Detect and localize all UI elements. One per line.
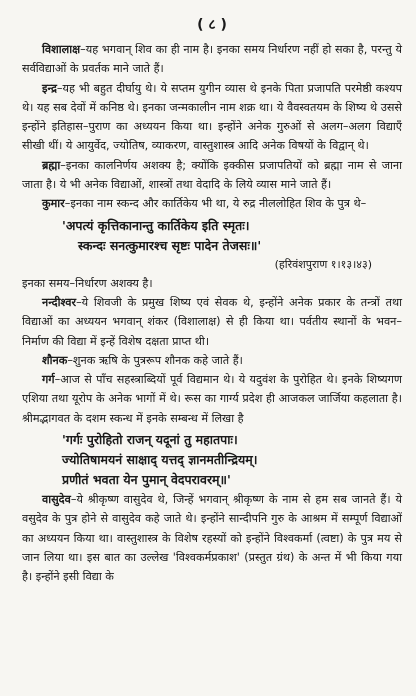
term-vishalaksha: विशालाक्ष xyxy=(42,43,81,56)
paragraph-vasudev xyxy=(22,490,402,586)
term-brahma: ब्रह्मा xyxy=(42,158,61,172)
paragraph-shaunak xyxy=(22,351,402,370)
verse-citation: (हरिवंशपुराण १।१३।४३) xyxy=(274,257,372,271)
verse-bhagavat-line-1: 'गर्गः पुरोहितो राजन् यदूनां तु महातपाः। xyxy=(62,432,238,448)
paragraph-kumar-time xyxy=(22,274,402,293)
verse-bhagavat-line-2: ज्योतिषामयनं साक्षाद् यत्तद् ज्ञानमतीन्द्रियम्। xyxy=(62,452,258,468)
term-nandishvar: नन्दीश्वर xyxy=(42,295,77,309)
verse-harivansh-line-2: स्कन्दः सनत्कुमारश्च सृष्टः पादेन तेजसः॥' xyxy=(78,237,262,253)
verse-harivansh xyxy=(22,216,402,256)
verse-bhagavat-line-3: प्रणीतं भवता येन पुमान् वेदपरावरम्॥' xyxy=(62,472,231,488)
text-vishalaksha: –यह भगवान् शिव का ही नाम है। इनका समय निर्धारण नहीं हो सका है, परन्तु ये सर्वविद्याओं के प्रवर्तक माने जाते हैं। xyxy=(22,43,402,76)
term-garg: गर्ग xyxy=(42,373,55,387)
term-vasudev: वासुदेव xyxy=(42,493,71,507)
paragraph-brahma xyxy=(22,156,402,195)
verse-harivansh-line-1: 'अपत्यं कृत्तिकानान्तु कार्तिकेय इति स्मृतः। xyxy=(62,217,250,233)
text-nandishvar: –ये शिवजी के प्रमुख शिष्य एवं सेवक थे, इन्होंने अनेक प्रकार के तन्त्रों तथा विद्याओं का अध्ययन भगवान् शंकर (विशालाक्ष) से ही किया था। पर्वतीय स्थानों के भवन–निर्माण की विद्या में इन्हें विशेष दक्षता प्राप्त थी। xyxy=(22,295,402,348)
paragraph-kumar xyxy=(22,194,402,213)
text-brahma: –इनका कालनिर्णय अशक्य है; क्योंकि इक्कीस प्रजापतियों को ब्रह्मा नाम से जाना जाता है। ये भी अनेक विद्याओं, शास्त्रों तथा वेदादि के लिये व्यास माने जाते हैं। xyxy=(22,158,402,192)
page-number: ( ८ ) xyxy=(197,17,227,33)
paragraph-vishalaksha xyxy=(22,40,402,79)
text-vasudev: –ये श्रीकृष्ण वासुदेव थे, जिन्हें भगवान् श्रीकृष्ण के नाम से हम सब जानते हैं। ये वसुदेव के पुत्र होने से वासुदेव कहे जाते थे। इन्होंने सान्दीपनि गुरु के आश्रम में सम्पूर्ण विद्याओं का अध्ययन किया था। वास्तुशास्त्र के विशेष रहस्यों को इन्होंने विश्वकर्मा (त्वष्टा) के पुत्र मय से जान लिया था। इस बात का उल्लेख 'विश्वकर्मप्रकाश' (प्रस्तुत ग्रंथ) के अन्त में भी किया गया है। इन्होंने इसी विद्या के xyxy=(22,493,402,584)
paragraph-garg xyxy=(22,370,402,428)
term-kumar: कुमार xyxy=(42,197,65,211)
verse-bhagavat xyxy=(22,430,402,490)
text-indra: –यह भी बहुत दीर्घायु थे। ये सप्तम युगीन व्यास थे इनके पिता प्रजापति परमेष्ठी कश्यप थे। यह सब देवों में कनिष्ठ थे। इनका जन्मकालीन नाम शक्र था। ये वैवस्वतयम के शिष्य थे उससे इन्होंने इतिहास–पुराण का अध्ययन किया था। इन्होंने अनेक गुरुओं से अलग–अलग विद्याएँ सीखी थीं। ये आयुर्वेद, ज्योतिष, व्याकरण, वास्तुशास्त्र आदि अनेक विषयों के विद्वान् थे। xyxy=(22,81,402,153)
term-shaunak: शौनक xyxy=(42,353,68,367)
text-kumar-time: इनका समय–निर्धारण अशक्य है। xyxy=(22,276,153,290)
paragraph-nandishvar xyxy=(22,293,402,351)
text-garg: –आज से पाँच सहस्त्राब्दियों पूर्व विद्यमान थे। ये यदुवंश के पुरोहित थे। इनके शिष्यगण एशिया तथा यूरोप के अनेक भागों में थे। रूस का गार्ग्य प्रदेश ही आजकल जार्जिया कहलाता है। श्रीमद्भागवत के दशम स्कन्ध में इनके सम्बन्ध में लिखा है xyxy=(22,373,402,425)
paragraph-indra xyxy=(22,79,402,156)
text-kumar: –इनका नाम स्कन्द और कार्तिकेय भी था, ये रुद्र नीललोहित शिव के पुत्र थे– xyxy=(64,197,367,211)
text-shaunak: –शुनक ऋषि के पुत्ररूप शौनक कहे जाते हैं। xyxy=(67,353,243,367)
term-indra: इन्द्र xyxy=(42,81,57,95)
